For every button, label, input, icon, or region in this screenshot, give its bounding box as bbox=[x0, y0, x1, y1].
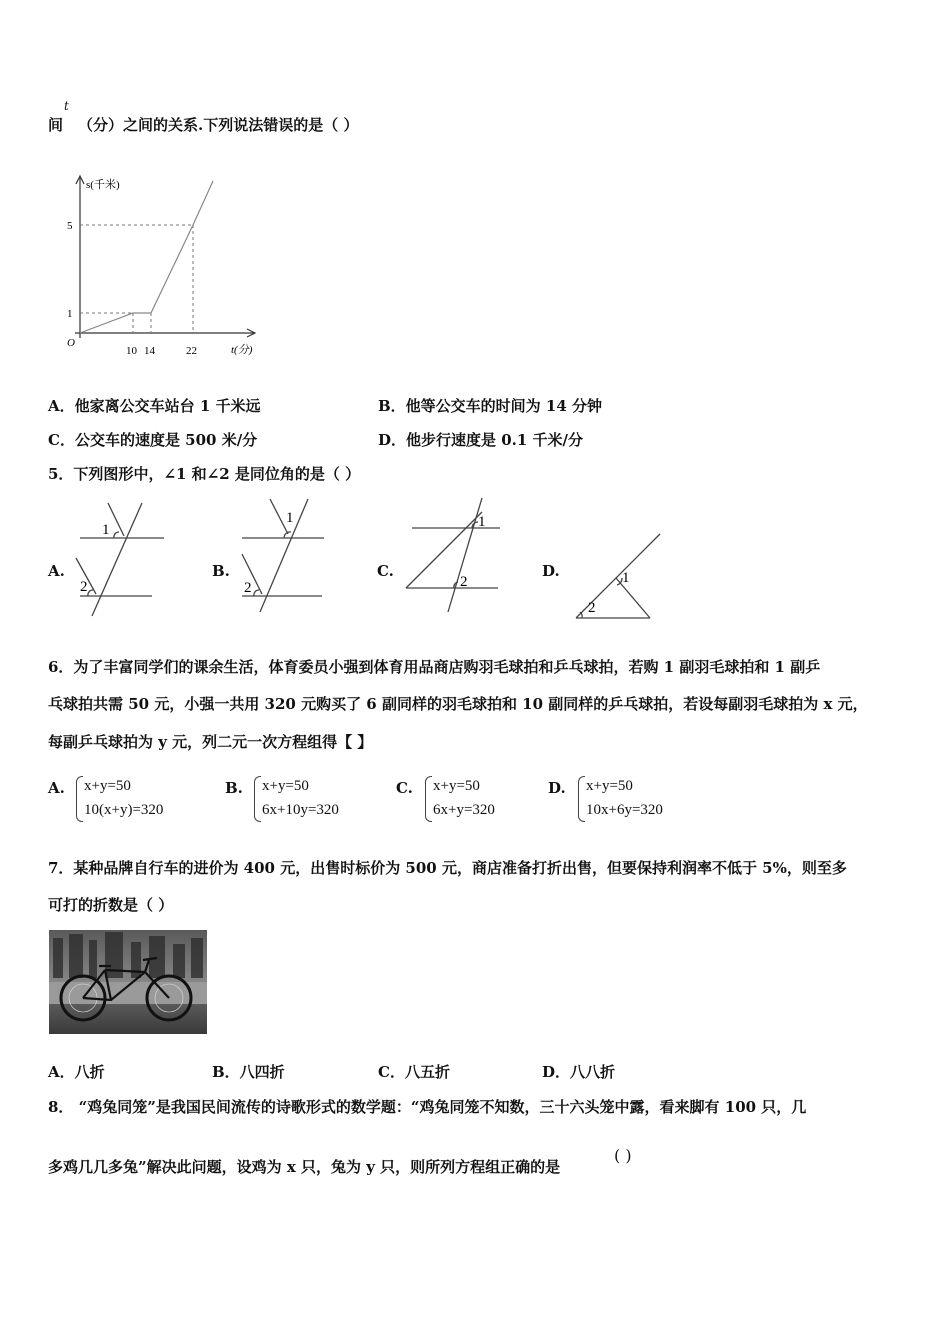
q5-figure-a bbox=[72, 498, 172, 618]
q5-stem: 5．下列图形中，∠1 和∠2 是同位角的是（ ） bbox=[48, 465, 361, 483]
q6-stem-line2: 乓球拍共需 50 元，小强一共用 320 元购买了 6 副同样的羽毛球拍和 10 副同样的乒乓球拍，若设每副羽毛球拍为 x 元， bbox=[48, 695, 868, 713]
q6-b-eq2: 6x+10y=320 bbox=[262, 802, 339, 818]
q5-d-angle1: 1 bbox=[622, 570, 630, 586]
q7-option-d: D．八八折 bbox=[542, 1063, 616, 1081]
q4-x-tick: 22 bbox=[186, 345, 197, 357]
q4-y-axis-label: s(千米) bbox=[86, 179, 120, 191]
q6-c-eq2: 6x+y=320 bbox=[433, 802, 495, 818]
q4-t-variable: t bbox=[64, 99, 69, 113]
q4-y-tick: 1 bbox=[67, 308, 73, 320]
q6-d-eq1: x+y=50 bbox=[586, 778, 633, 794]
q7-option-b: B．八四折 bbox=[212, 1063, 285, 1081]
q5-c-angle2: 2 bbox=[460, 574, 468, 590]
q4-option-b: B．他等公交车的时间为 14 分钟 bbox=[378, 397, 602, 415]
q6-a-eq1: x+y=50 bbox=[84, 778, 131, 794]
q6-option-b-label: B. bbox=[225, 779, 243, 797]
q6-a-eq2: 10(x+y)=320 bbox=[84, 802, 164, 818]
q5-a-angle1: 1 bbox=[102, 522, 110, 538]
q8-answer-bracket: ( ) bbox=[614, 1146, 632, 1165]
q5-b-angle1: 1 bbox=[286, 510, 294, 526]
q6-option-c-label: C. bbox=[396, 779, 413, 797]
q6-stem-line3: 每副乒乓球拍为 y 元，列二元一次方程组得【 】 bbox=[48, 733, 373, 751]
q4-stem: （分）之间的关系.下列说法错误的是（ ） bbox=[78, 116, 359, 134]
q5-label-c: C. bbox=[377, 562, 394, 580]
q5-a-angle2: 2 bbox=[80, 579, 88, 595]
q4-option-a: A．他家离公交车站台 1 千米远 bbox=[48, 397, 261, 415]
q6-b-eq1: x+y=50 bbox=[262, 778, 309, 794]
q5-label-a: A. bbox=[48, 562, 65, 580]
q5-figure-b bbox=[238, 494, 338, 614]
q4-x-tick: 14 bbox=[144, 345, 155, 357]
q4-y-tick: 5 bbox=[67, 220, 73, 232]
q5-d-angle2: 2 bbox=[588, 600, 596, 616]
q4-stem-tail: 间 bbox=[48, 116, 64, 134]
q5-figure-d bbox=[570, 528, 670, 628]
q7-option-c: C．八五折 bbox=[378, 1063, 450, 1081]
q6-option-a-label: A. bbox=[48, 779, 65, 797]
q5-c-angle1: 1 bbox=[478, 514, 486, 530]
q4-distance-time-graph bbox=[55, 168, 275, 368]
q4-option-c: C．公交车的速度是 500 米/分 bbox=[48, 431, 258, 449]
q6-c-eq1: x+y=50 bbox=[433, 778, 480, 794]
q4-x-tick: 10 bbox=[126, 345, 137, 357]
q4-x-axis-label: t(分) bbox=[231, 344, 253, 356]
q4-option-d: D．他步行速度是 0.1 千米/分 bbox=[378, 431, 584, 449]
q7-stem-line1: 7．某种品牌自行车的进价为 400 元，出售时标价为 500 元，商店准备打折出售，但要保持利润率不低于 5%，则至多 bbox=[48, 859, 847, 877]
q8-stem-line2: 多鸡几几多兔”解决此问题，设鸡为 x 只，兔为 y 只，则所列方程组正确的是 bbox=[48, 1158, 561, 1176]
q5-b-angle2: 2 bbox=[244, 580, 252, 596]
q6-d-eq2: 10x+6y=320 bbox=[586, 802, 663, 818]
q7-option-a: A．八折 bbox=[48, 1063, 105, 1081]
q5-label-d: D. bbox=[542, 562, 560, 580]
q7-stem-line2: 可打的折数是（ ） bbox=[48, 896, 174, 914]
bicycle-photo bbox=[49, 930, 207, 1034]
q5-label-b: B. bbox=[212, 562, 230, 580]
q6-stem-line1: 6．为了丰富同学们的课余生活，体育委员小强到体育用品商店购羽毛球拍和乒乓球拍，若购 1 副羽毛球拍和 1 副乒 bbox=[48, 658, 821, 676]
q8-stem-line1: 8． “鸡兔同笼”是我国民间流传的诗歌形式的数学题：“鸡兔同笼不知数，三十六头笼中露，看来脚有 100 只，几 bbox=[48, 1098, 807, 1116]
q5-figure-c bbox=[402, 494, 512, 614]
q4-origin-label: O bbox=[67, 337, 75, 349]
q6-option-d-label: D. bbox=[548, 779, 566, 797]
